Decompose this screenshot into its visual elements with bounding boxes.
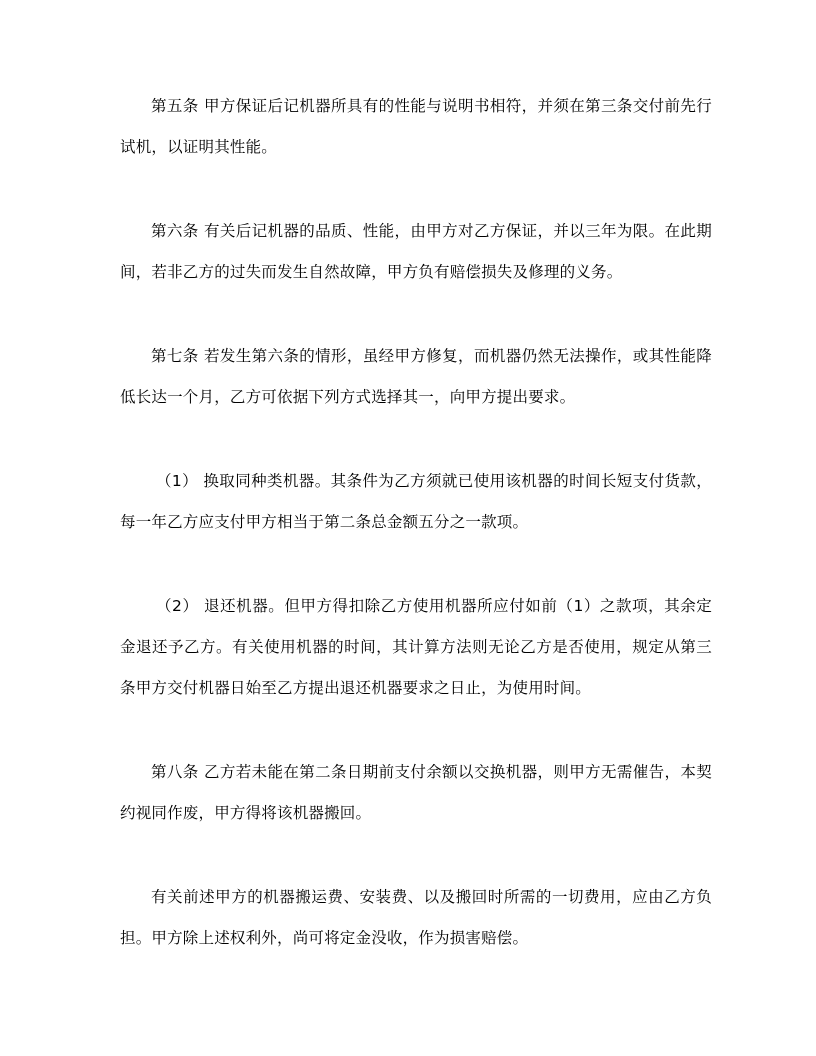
paragraph-option-2: （2） 退还机器。但甲方得扣除乙方使用机器所应付如前（1）之款项，其余定金退还予乙方。有关使用机器的时间，其计算方法则无论乙方是否使用，规定从第三条甲方交付机器日始至乙方提出退还机器要求之日止，为使用时间。: [120, 597, 712, 697]
paragraph-expenses: 有关前述甲方的机器搬运费、安装费、以及搬回时所需的一切费用，应由乙方负担。甲方除上述权利外，尚可将定金没收，作为损害赔偿。: [120, 888, 712, 947]
paragraph-article-5: 第五条 甲方保证后记机器所具有的性能与说明书相符，并须在第三条交付前先行试机，以证明其性能。: [120, 97, 712, 156]
paragraph-article-6: 第六条 有关后记机器的品质、性能，由甲方对乙方保证，并以三年为限。在此期间，若非乙方的过失而发生自然故障，甲方负有赔偿损失及修理的义务。: [120, 222, 712, 281]
paragraph-article-8: 第八条 乙方若未能在第二条日期前支付余额以交换机器，则甲方无需催告，本契约视同作废，甲方得将该机器搬回。: [120, 763, 712, 822]
paragraph-option-1: （1） 换取同种类机器。其条件为乙方须就已使用该机器的时间长短支付货款，每一年乙方应支付甲方相当于第二条总金额五分之一款项。: [120, 472, 712, 531]
paragraph-article-7: 第七条 若发生第六条的情形，虽经甲方修复，而机器仍然无法操作，或其性能降低长达一个月，乙方可依据下列方式选择其一，向甲方提出要求。: [120, 347, 712, 406]
